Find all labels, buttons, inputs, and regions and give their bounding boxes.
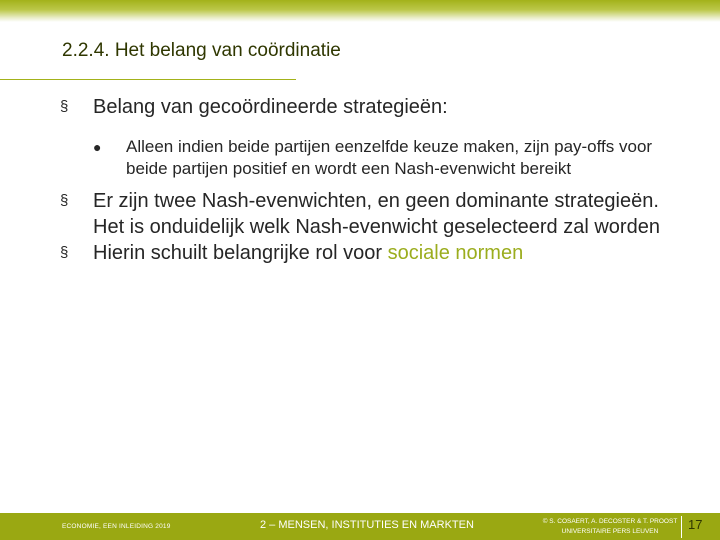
footer-copyright-authors: © S. COSAERT, A. DECOSTER & T. PROOST <box>542 518 678 525</box>
footer-copyright <box>535 517 685 537</box>
top-gradient-bar <box>0 0 720 22</box>
bullet-list <box>60 94 660 266</box>
page-number: 17 <box>688 517 703 532</box>
footer-chapter: 2 – MENSEN, INSTITUTIES EN MARKTEN <box>260 519 474 531</box>
bullet-marker: § <box>60 244 69 261</box>
bullet-item <box>60 188 660 240</box>
footer-copyright-publisher: UNIVERSITAIRE PERS LEUVEN <box>561 528 659 535</box>
highlighted-term: sociale normen <box>387 242 524 264</box>
bullet-item <box>60 240 660 266</box>
title-underline <box>0 79 296 80</box>
slide-title: 2.2.4. Het belang van coördinatie <box>62 40 341 61</box>
bullet-marker: § <box>60 192 69 209</box>
bullet-marker: § <box>60 98 69 115</box>
sub-bullet-item <box>60 136 660 180</box>
sub-bullet-marker: ● <box>93 139 102 155</box>
bullet-item <box>60 94 660 120</box>
footer-divider <box>681 516 682 538</box>
footer-book-title: ECONOMIE, EEN INLEIDING 2019 <box>62 523 171 530</box>
bullet-text: Er zijn twee Nash-evenwichten, en geen dominante strategieën. Het is onduidelijk welk Nash-evenwicht geselecteerd zal worden <box>93 190 660 238</box>
sub-bullet-text: Alleen indien beide partijen eenzelfde keuze maken, zijn pay-offs voor beide partijen positief en wordt een Nash-evenwicht bereikt <box>126 137 653 178</box>
bullet-text: Hierin schuilt belangrijke rol voor <box>93 242 388 264</box>
footer-bar <box>0 513 720 540</box>
bullet-text: Belang van gecoördineerde strategieën: <box>93 96 448 118</box>
